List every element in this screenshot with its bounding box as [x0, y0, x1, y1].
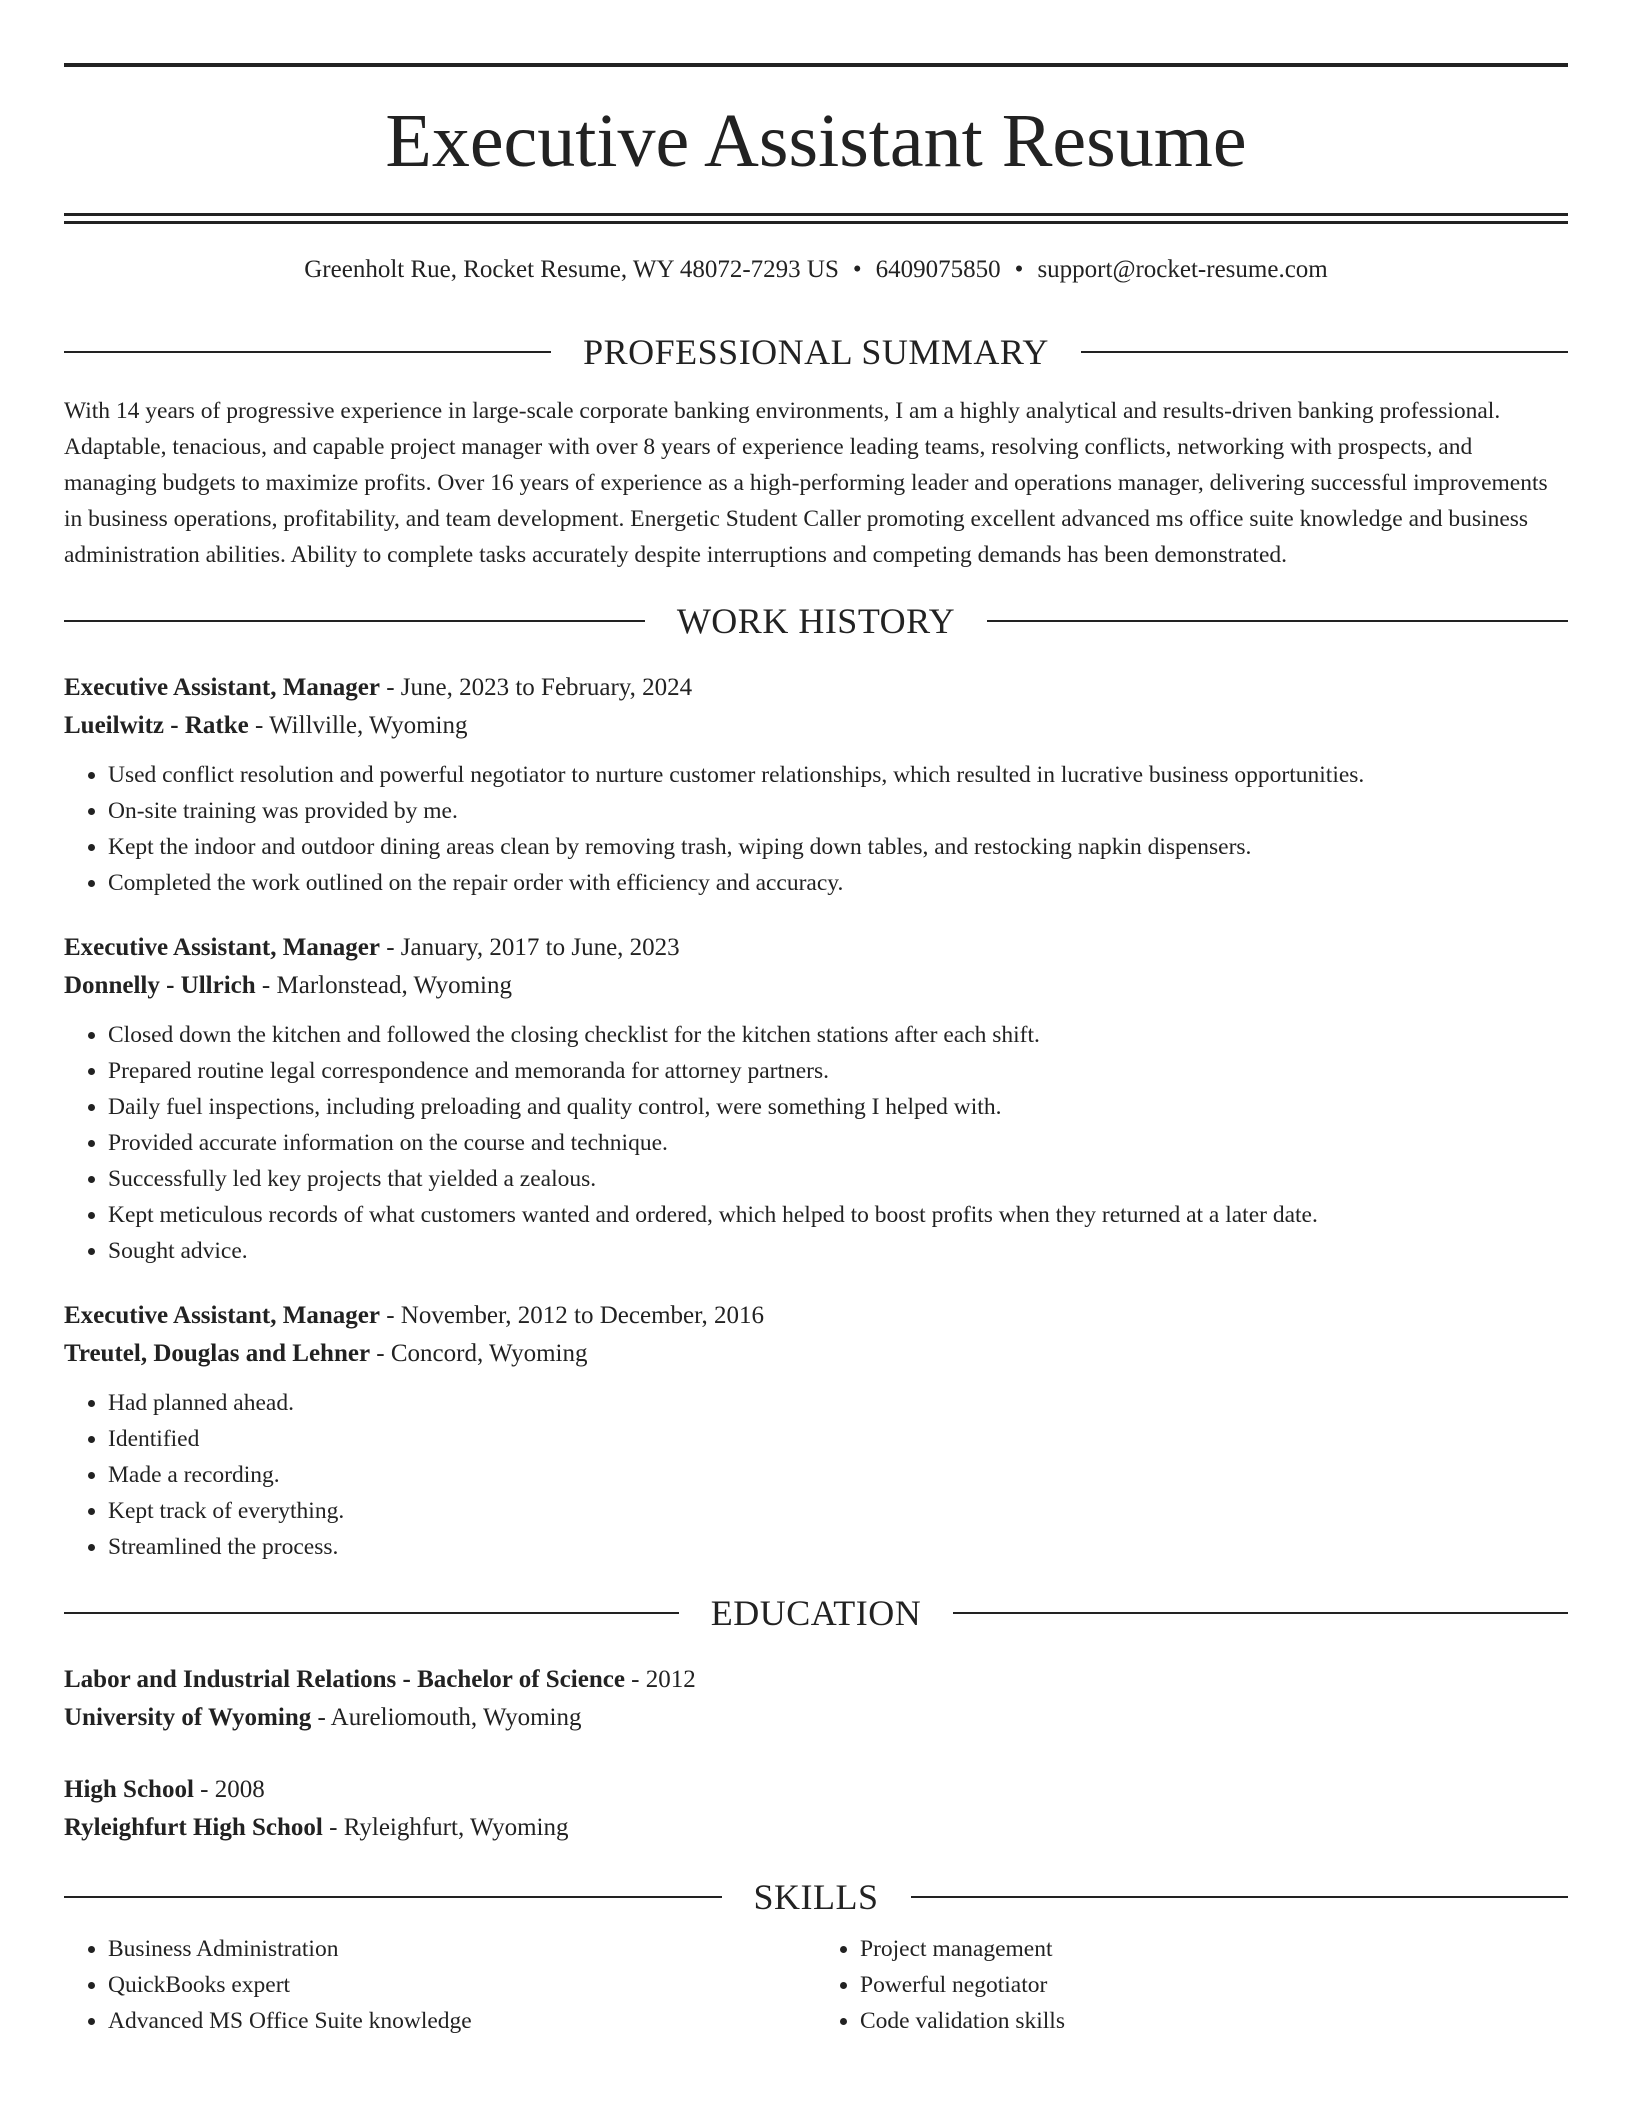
job-bullet-item: • Kept track of everything.: [108, 1493, 1568, 1529]
resume-page: [64, 0, 1568, 2039]
top-rule: [64, 63, 1568, 67]
skills-columns: [64, 1931, 1568, 2039]
contact-email: support@rocket-resume.com: [1037, 256, 1328, 283]
job-company-line: [64, 967, 1568, 1005]
job-bullet-item: • Made a recording.: [108, 1457, 1568, 1493]
title-double-rule: [64, 213, 1568, 224]
contact-separator: •: [1014, 256, 1024, 283]
education-degree: High School: [64, 1776, 194, 1803]
summary-section-heading: [64, 330, 1568, 374]
summary-heading-label: PROFESSIONAL SUMMARY: [583, 332, 1049, 372]
job-entry: [64, 669, 1568, 901]
job-entry: [64, 929, 1568, 1269]
job-title-line: [64, 669, 1568, 707]
job-title: Executive Assistant, Manager: [64, 674, 380, 701]
job-company: Donnelly - Ullrich: [64, 972, 256, 999]
heading-rule-right: [953, 1612, 1568, 1614]
job-bullet-item: • Completed the work outlined on the repair order with efficiency and accuracy.: [108, 865, 1568, 901]
job-location: - Concord, Wyoming: [370, 1340, 588, 1367]
job-dates: - June, 2023 to February, 2024: [379, 674, 693, 701]
heading-rule-left: [64, 351, 551, 353]
job-bullet-item: • Kept the indoor and outdoor dining areas clean by removing trash, wiping down tables, and restocking napkin dispensers.: [108, 829, 1568, 865]
heading-rule-left: [64, 1896, 722, 1898]
job-company: Lueilwitz - Ratke: [64, 712, 249, 739]
job-title-line: [64, 1297, 1568, 1335]
job-bullets: [64, 1017, 1568, 1269]
job-title: Executive Assistant, Manager: [64, 934, 380, 961]
education-school-line: [64, 1699, 1568, 1737]
job-title-line: [64, 929, 1568, 967]
job-bullet-item: • Prepared routine legal correspondence and memoranda for attorney partners.: [108, 1053, 1568, 1089]
contact-address: Greenholt Rue, Rocket Resume, WY 48072-7293 US: [304, 256, 839, 283]
education-section-heading: [64, 1591, 1568, 1635]
job-bullets: [64, 1385, 1568, 1565]
heading-rule-left: [64, 1612, 679, 1614]
job-bullet-item: • Had planned ahead.: [108, 1385, 1568, 1421]
job-bullet-item: • Kept meticulous records of what customers wanted and ordered, which helped to boost profits when they returned at a later date.: [108, 1197, 1568, 1233]
contact-phone: 6409075850: [875, 256, 1001, 283]
work-section-heading: [64, 599, 1568, 643]
page-title: Executive Assistant Resume: [385, 99, 1247, 183]
skill-item: • Advanced MS Office Suite knowledge: [108, 2003, 816, 2039]
job-entry: [64, 1297, 1568, 1565]
summary-text: With 14 years of progressive experience in large-scale corporate banking environments, I am a highly analytical and results-driven banking professional. Adaptable, tenacious, and capable project manager with over 8 years of experience leading teams, resolving conflicts, networking with prospects, and managing budgets to maximize profits. Over 16 years of experience as a high-performing leader and operations manager, delivering successful improvements in business operations, profitability, and team development. Energetic Student Caller promoting excellent advanced ms office suite knowledge and business administration abilities. Ability to complete tasks accurately despite interruptions and competing demands has been demonstrated.: [64, 398, 1548, 568]
education-year: - 2012: [624, 1666, 696, 1693]
skill-item: • Powerful negotiator: [860, 1967, 1568, 2003]
job-bullets: [64, 757, 1568, 901]
education-degree-line: [64, 1771, 1568, 1809]
education-year: - 2008: [193, 1776, 265, 1803]
job-bullet-item: • Sought advice.: [108, 1233, 1568, 1269]
job-bullet-item: • Provided accurate information on the course and technique.: [108, 1125, 1568, 1161]
skill-item: • Project management: [860, 1931, 1568, 1967]
job-dates: - January, 2017 to June, 2023: [379, 934, 680, 961]
job-bullet-item: • Daily fuel inspections, including preloading and quality control, were something I helped with.: [108, 1089, 1568, 1125]
job-bullet-item: • Streamlined the process.: [108, 1529, 1568, 1565]
education-location: - Ryleighfurt, Wyoming: [322, 1814, 569, 1841]
contact-separator: •: [852, 256, 862, 283]
education-entry: [64, 1661, 1568, 1737]
skills-heading-label: SKILLS: [753, 1877, 879, 1917]
education-school-line: [64, 1809, 1568, 1847]
education-heading-label: EDUCATION: [710, 1593, 922, 1633]
skill-item: • Code validation skills: [860, 2003, 1568, 2039]
skill-item: • Business Administration: [108, 1931, 816, 1967]
job-company: Treutel, Douglas and Lehner: [64, 1340, 371, 1367]
education-entry: [64, 1771, 1568, 1847]
work-heading-label: WORK HISTORY: [676, 601, 956, 641]
heading-rule-right: [1081, 351, 1568, 353]
skill-item: • QuickBooks expert: [108, 1967, 816, 2003]
heading-rule-right: [987, 620, 1568, 622]
job-bullet-item: • Closed down the kitchen and followed the closing checklist for the kitchen stations after each shift.: [108, 1017, 1568, 1053]
job-company-line: [64, 707, 1568, 745]
education-degree: Labor and Industrial Relations - Bachelor of Science: [64, 1666, 625, 1693]
job-title: Executive Assistant, Manager: [64, 1302, 380, 1329]
education-list: [64, 1661, 1568, 1847]
job-location: - Willville, Wyoming: [248, 712, 468, 739]
heading-rule-left: [64, 620, 645, 622]
contact-line: [64, 254, 1568, 286]
education-location: - Aureliomouth, Wyoming: [311, 1704, 582, 1731]
education-school: University of Wyoming: [64, 1704, 312, 1731]
job-bullet-item: • Successfully led key projects that yielded a zealous.: [108, 1161, 1568, 1197]
job-bullet-item: • On-site training was provided by me.: [108, 793, 1568, 829]
job-location: - Marlonstead, Wyoming: [255, 972, 512, 999]
education-school: Ryleighfurt High School: [64, 1814, 323, 1841]
skills-list-right: [816, 1931, 1568, 2039]
education-degree-line: [64, 1661, 1568, 1699]
job-company-line: [64, 1335, 1568, 1373]
job-bullet-item: • Used conflict resolution and powerful negotiator to nurture customer relationships, which resulted in lucrative business opportunities.: [108, 757, 1568, 793]
job-bullet-item: • Identified: [108, 1421, 1568, 1457]
heading-rule-right: [911, 1896, 1569, 1898]
work-history-list: [64, 669, 1568, 1565]
job-dates: - November, 2012 to December, 2016: [379, 1302, 764, 1329]
skills-list-left: [64, 1931, 816, 2039]
skills-section-heading: [64, 1875, 1568, 1919]
